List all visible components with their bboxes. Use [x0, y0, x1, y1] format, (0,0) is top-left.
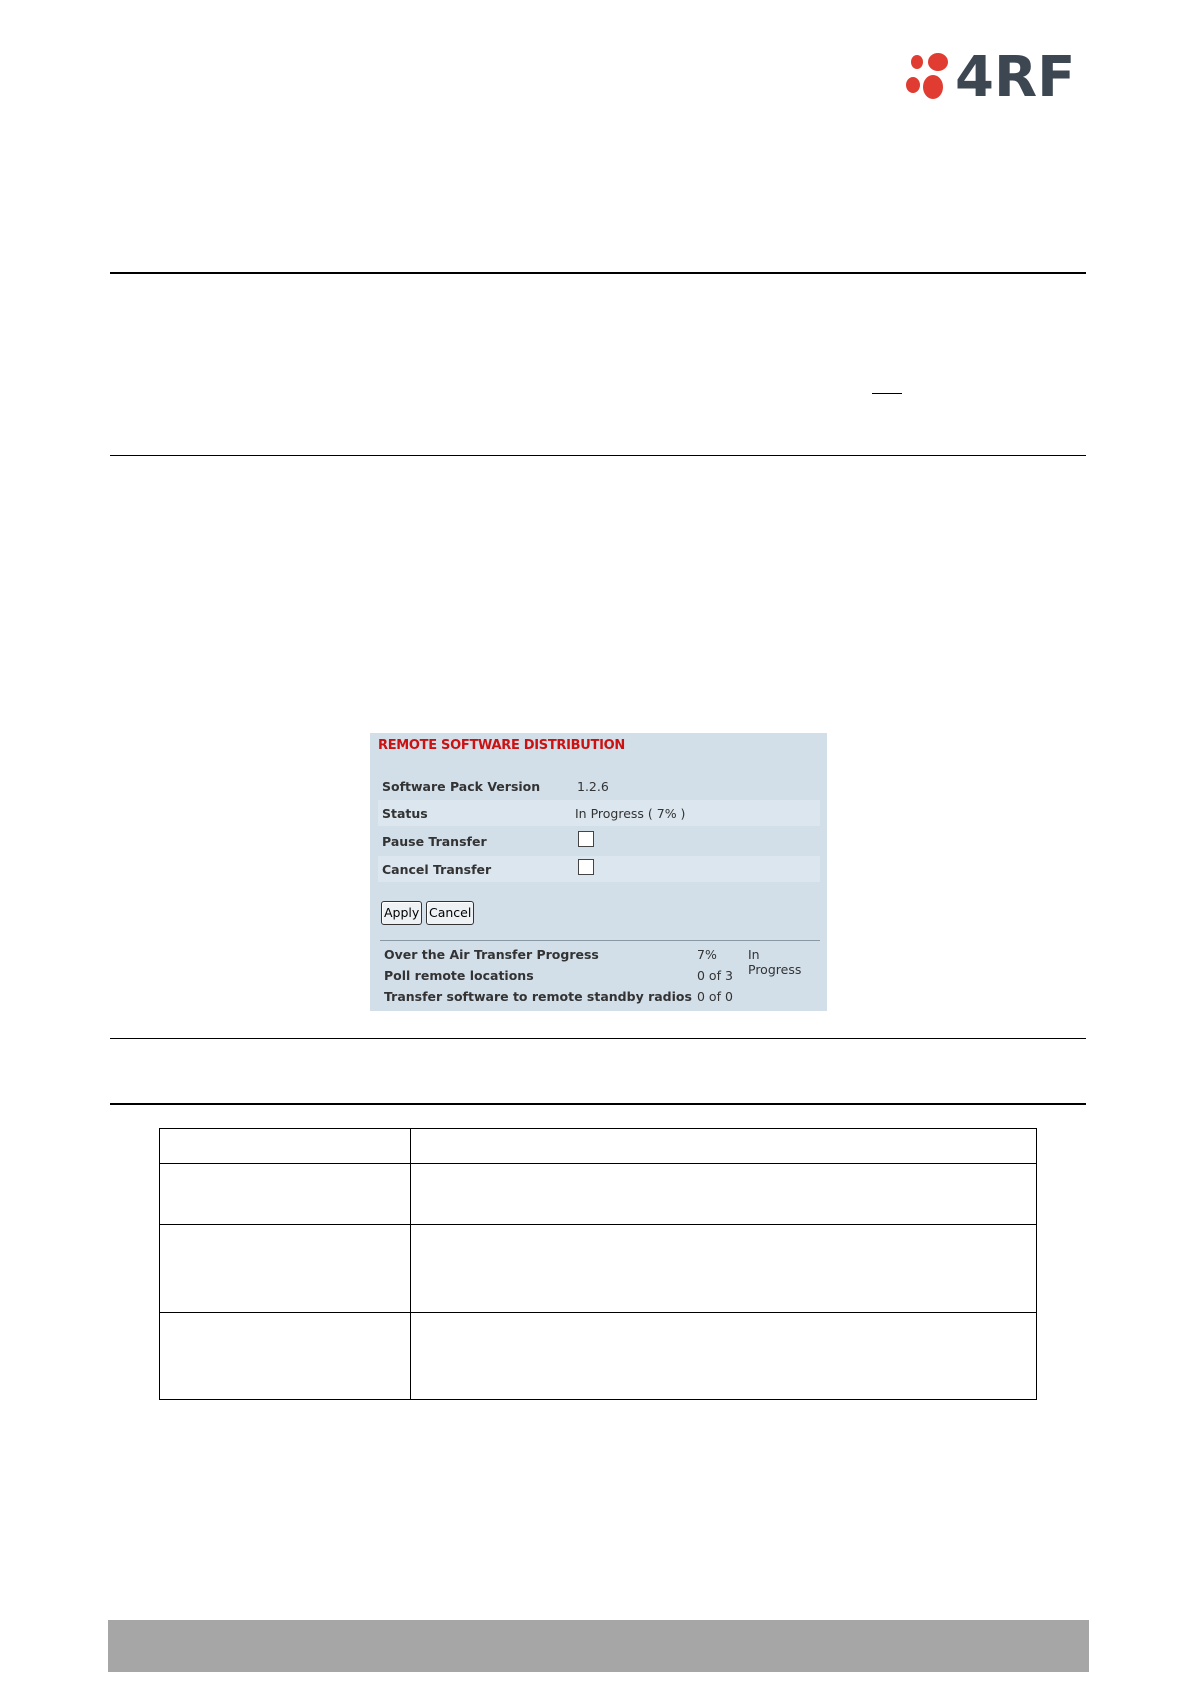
- row-value: 1.2.6: [577, 779, 609, 794]
- section-rule: [110, 272, 1086, 274]
- section-rule: [110, 1103, 1086, 1105]
- cancel-transfer-checkbox[interactable]: [578, 859, 594, 875]
- progress-label: Over the Air Transfer Progress: [384, 947, 599, 962]
- table-row-divider: [160, 1224, 1036, 1225]
- footer-bar: [108, 1620, 1089, 1672]
- section-rule: [110, 1038, 1086, 1039]
- table-column-divider: [410, 1129, 411, 1399]
- row-value: In Progress ( 7% ): [575, 806, 686, 821]
- row-label: Cancel Transfer: [382, 862, 492, 877]
- table-row-divider: [160, 1163, 1036, 1164]
- pause-transfer-row: [378, 828, 820, 854]
- row-label: Software Pack Version: [382, 779, 541, 794]
- logo-mark-icon: [905, 52, 953, 102]
- row-label: Pause Transfer: [382, 834, 487, 849]
- cancel-button[interactable]: Cancel: [426, 901, 474, 925]
- section-rule: [110, 455, 1086, 456]
- remote-software-distribution-panel: [370, 733, 827, 1011]
- progress-status: In Progress: [748, 947, 802, 977]
- parameter-table: [159, 1128, 1037, 1400]
- progress-value: 7%: [697, 947, 717, 962]
- row-label: Status: [382, 806, 428, 821]
- panel-divider: [380, 940, 820, 941]
- progress-label: Transfer software to remote standby radios: [384, 989, 692, 1004]
- apply-button[interactable]: Apply: [381, 901, 422, 925]
- logo-text: 4RF: [955, 45, 1076, 110]
- progress-row: [384, 968, 814, 988]
- cancel-transfer-row: [378, 856, 820, 882]
- progress-value: 0 of 3: [697, 968, 733, 983]
- progress-label: Poll remote locations: [384, 968, 534, 983]
- pause-transfer-checkbox[interactable]: [578, 831, 594, 847]
- status-row: [378, 800, 820, 826]
- short-underline: [872, 393, 902, 394]
- progress-value: 0 of 0: [697, 989, 733, 1004]
- brand-logo: [905, 45, 1080, 110]
- panel-title: REMOTE SOFTWARE DISTRIBUTION: [378, 738, 625, 753]
- table-row-divider: [160, 1312, 1036, 1313]
- progress-row: [384, 989, 814, 1009]
- software-pack-version-row: [378, 773, 820, 799]
